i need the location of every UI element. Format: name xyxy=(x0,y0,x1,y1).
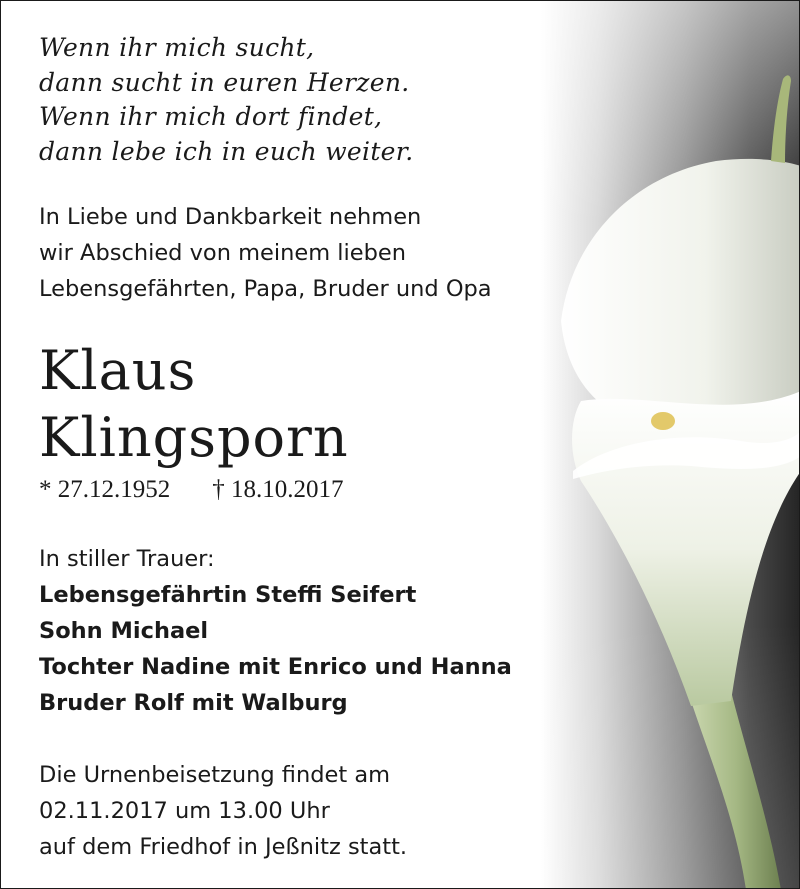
mourner-name: Tochter Nadine mit Enrico und Hanna xyxy=(39,654,512,680)
poem-line: dann sucht in euren Herzen. xyxy=(39,67,410,97)
life-dates xyxy=(39,475,549,505)
intro-line: Lebensgefährten, Papa, Bruder und Opa xyxy=(39,276,492,302)
mourners xyxy=(39,541,549,721)
mourner-name: Lebensgefährtin Steffi Seifert xyxy=(39,582,417,608)
first-name: Klaus xyxy=(39,339,197,402)
deceased-name xyxy=(39,337,549,471)
mourner-name: Sohn Michael xyxy=(39,618,209,644)
intro-text xyxy=(39,199,549,307)
lily-spathe-back xyxy=(561,159,800,436)
death-date: † 18.10.2017 xyxy=(212,476,344,503)
last-name: Klingsporn xyxy=(39,406,349,469)
lily-tip xyxy=(771,75,791,163)
birth-date: * 27.12.1952 xyxy=(39,476,171,503)
poem-line: dann lebe ich in euch weiter. xyxy=(39,136,414,166)
poem xyxy=(39,31,549,169)
mourners-heading: In stiller Trauer: xyxy=(39,546,215,572)
burial-line: 02.11.2017 um 13.00 Uhr xyxy=(39,798,330,824)
notice-text xyxy=(39,31,549,865)
lily-spadix xyxy=(651,412,675,430)
poem-line: Wenn ihr mich dort findet, xyxy=(39,102,383,131)
mourner-name: Bruder Rolf mit Walburg xyxy=(39,690,348,716)
calla-lily-icon xyxy=(541,1,800,889)
intro-line: In Liebe und Dankbarkeit nehmen xyxy=(39,204,422,230)
intro-line: wir Abschied von meinem lieben xyxy=(39,240,407,266)
poem-line: Wenn ihr mich sucht, xyxy=(39,33,315,62)
burial-info xyxy=(39,757,549,865)
burial-line: auf dem Friedhof in Jeßnitz statt. xyxy=(39,834,408,860)
lily-stem xyxy=(691,691,781,889)
burial-line: Die Urnenbeisetzung findet am xyxy=(39,762,391,788)
